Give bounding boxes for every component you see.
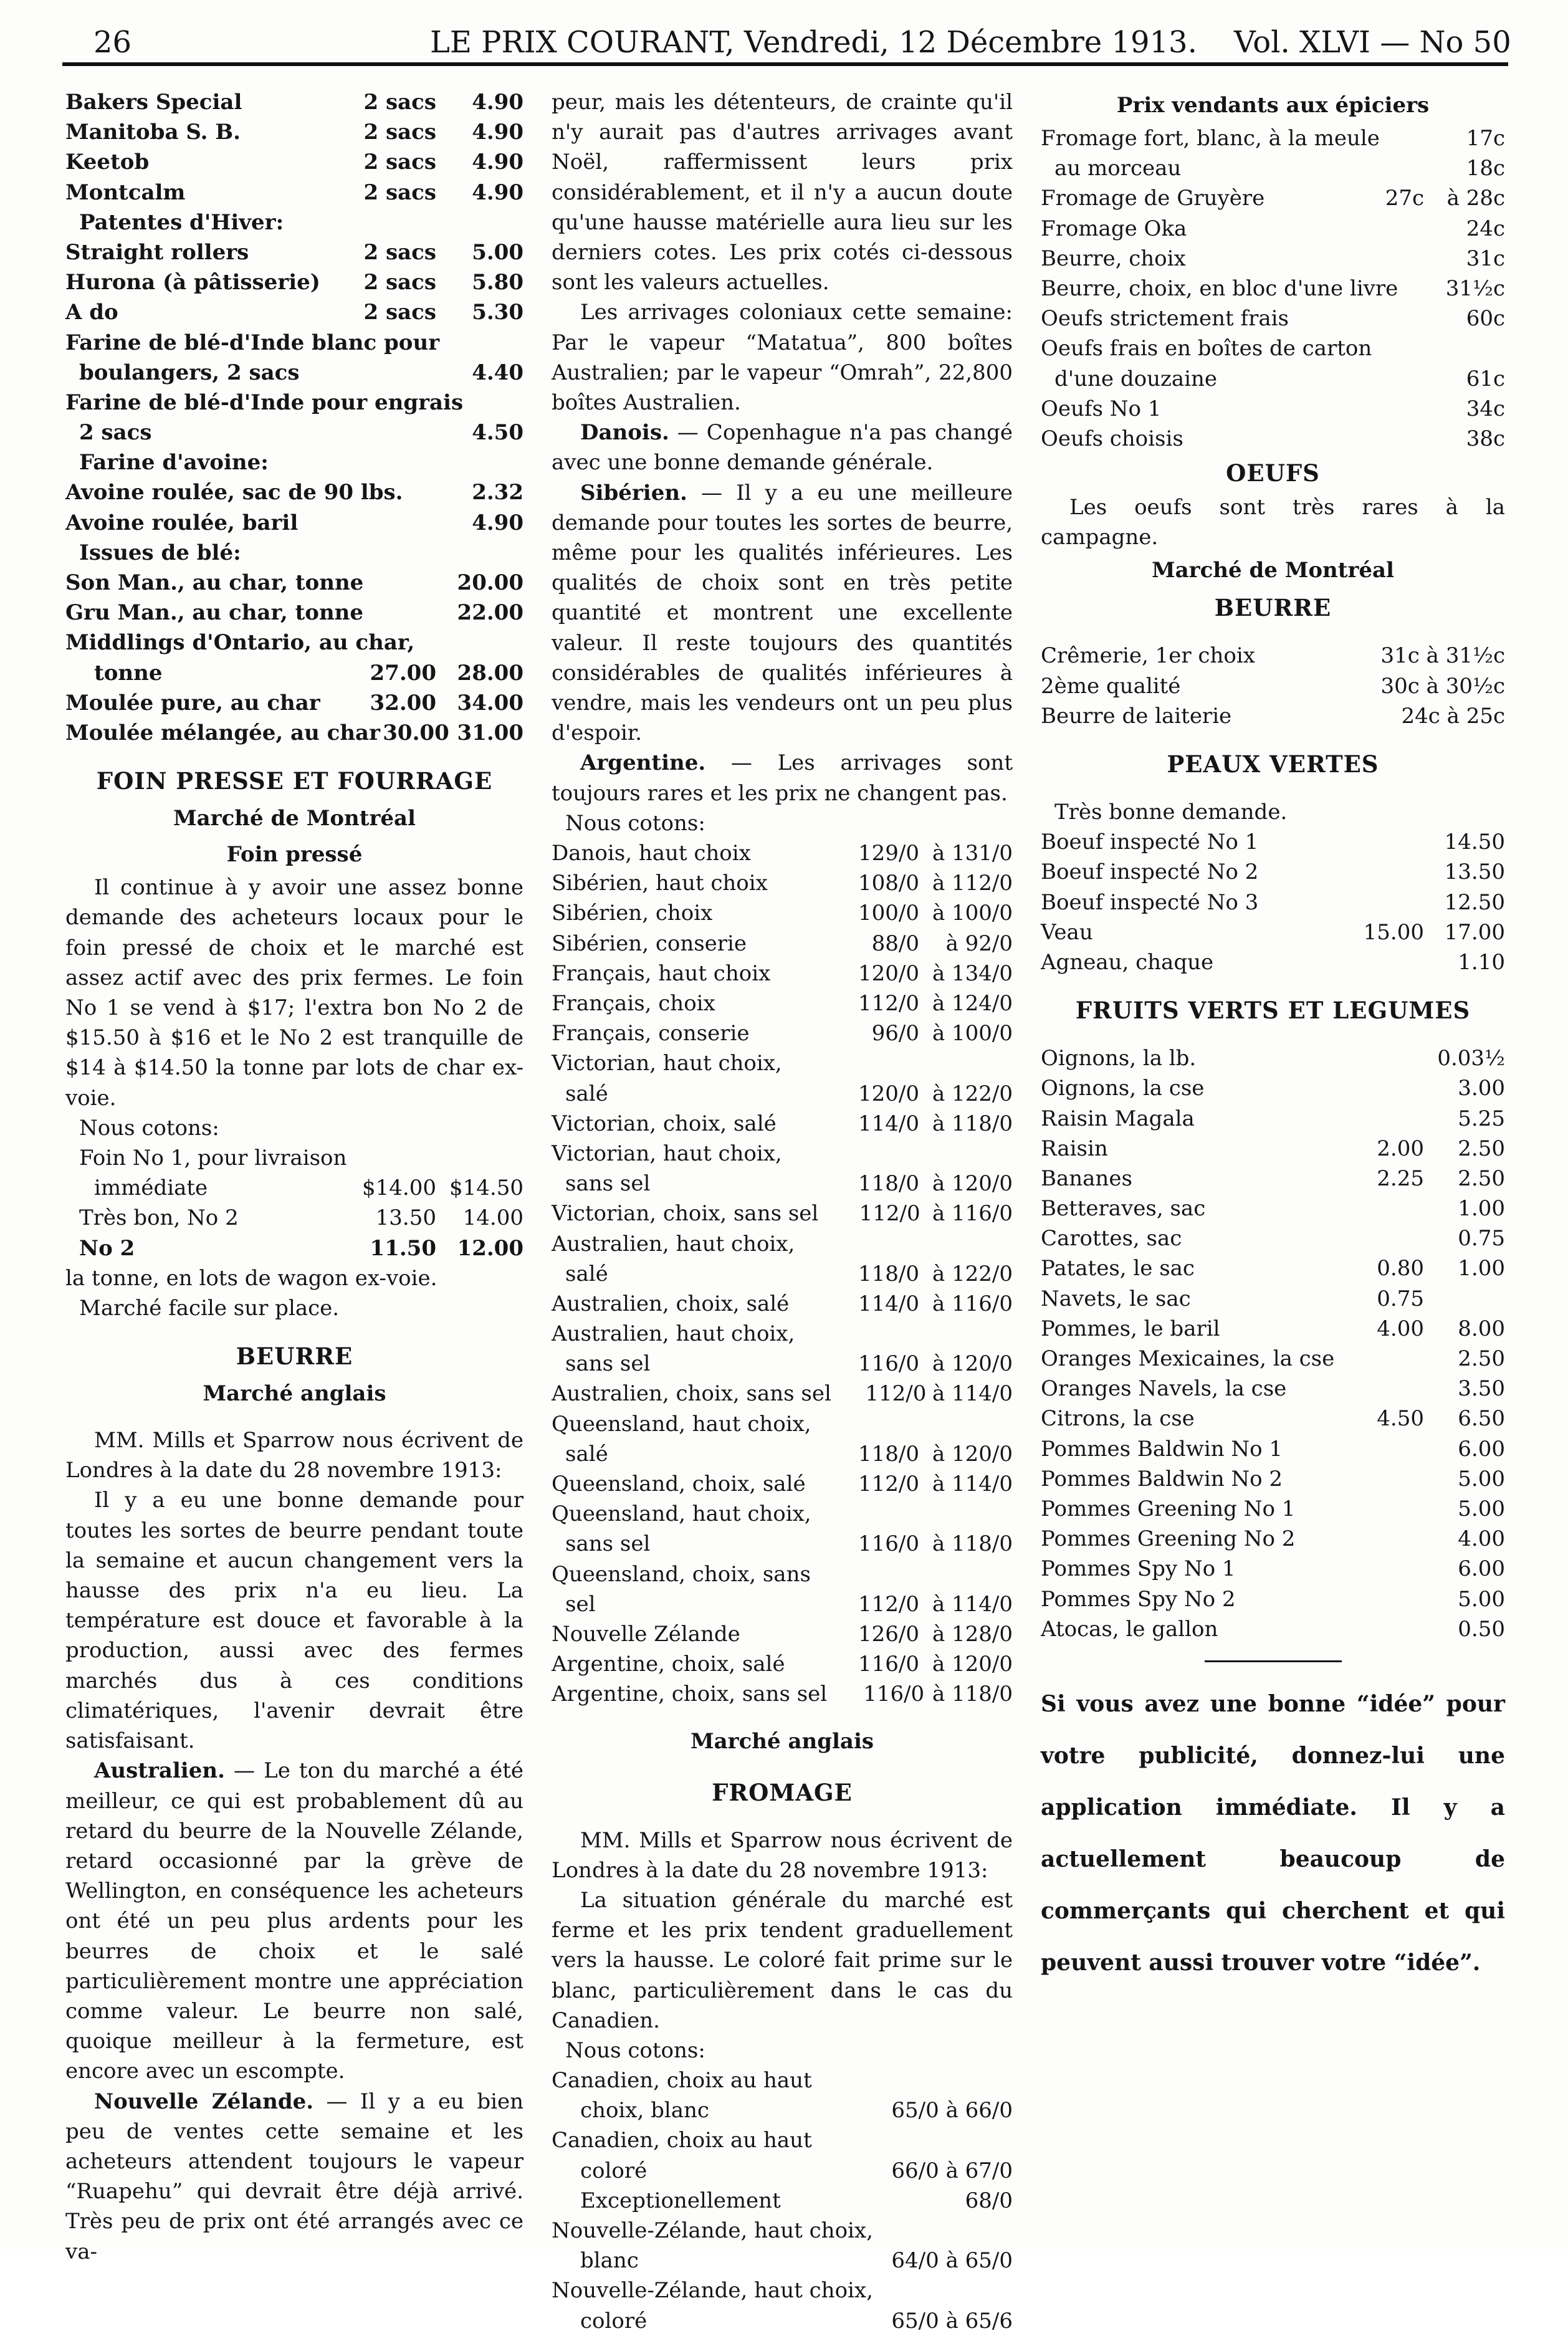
issues-list: [65, 568, 523, 628]
montreal-market: Marché de Montréal: [1152, 558, 1394, 583]
fromage-paragraph-2: La situation générale du marché est ferme et les prix tendent graduellement vers la hausse. Le coloré fait prime sur le blanc, particulièrement dans le cas du Canadien.: [552, 1887, 1013, 2033]
siberien-paragraph: Sibérien. — Il y a eu une meilleure demande pour toutes les sortes de beurre, même pour les qualités inférieures. Les qualités de choix sont en très petite quantité et montrent une excellente valeur. Il reste toujours des quantités considérables de qualités inférieures à vendre, mais les vendeurs ont un peu plus d'espoir.: [552, 480, 1013, 746]
fruit-row: Betteraves, sac 1.00: [1041, 1196, 1505, 1222]
beurre-heading: BEURRE: [236, 1343, 353, 1371]
patentes-row: A do 2 sacs 5.30: [65, 300, 523, 325]
foin-no1-line: Foin No 1, pour livraison: [79, 1145, 347, 1170]
peaux-row: Boeuf inspecté No 1 14.50: [1041, 830, 1505, 855]
flour-row: Manitoba S. B. 2 sacs 4.90: [65, 120, 523, 145]
issues-row: Son Man., au char, tonne 20.00: [65, 570, 523, 595]
moulees-list: [65, 688, 523, 748]
cheese-price-row: coloré 65/0 à 65/6: [580, 2308, 1013, 2334]
cheese-price-row: coloré 66/0 à 67/0: [580, 2158, 1013, 2183]
epiciers-list: [1041, 214, 1505, 334]
fromage-heading: FROMAGE: [712, 1778, 853, 1806]
issues-row: Gru Man., au char, tonne 22.00: [65, 600, 523, 626]
australien-paragraph: Australien. — Le ton du marché a été meilleur, ce qui est probablement dû au retard du beurre de la Nouvelle Zélande, retard occasionné par la grève de Wellington, en conséquence les acheteurs ont été un peu plus ardents pour les beurres de choix et le salé particulièrement montre une appréciation comme valeur. Le beurre non salé, quoique meilleur à la fermeture, est encore avec un escompte.: [65, 1758, 523, 2084]
cheese-price-row: choix, blanc 65/0 à 66/0: [580, 2098, 1013, 2123]
cheese-price-label-row: Nouvelle-Zélande, haut choix,: [552, 2218, 873, 2244]
epiciers-row: Oeufs strictement frais 60c: [1041, 306, 1505, 332]
fruit-row: Carottes, sac 0.75: [1041, 1226, 1505, 1252]
cotons-label: Nous cotons:: [565, 810, 705, 836]
patentes-list: [65, 237, 523, 328]
peaux-demand: Très bonne demande.: [1054, 800, 1288, 825]
fruit-row: Navets, le sac 0.75: [1041, 1286, 1424, 1311]
epiciers-row: Fromage Oka 24c: [1041, 216, 1505, 241]
butter-price-row: Australien, choix, sans sel 112/0 à 114/0: [552, 1381, 1013, 1407]
avoine-row: Avoine roulée, sac de 90 lbs. 2.32: [65, 480, 523, 505]
butter-price-row: Argentine, choix, salé 116/0 à 120/0: [552, 1652, 1013, 1677]
cotons-label: Nous cotons:: [79, 1115, 219, 1141]
butter-price-row: salé 118/0 à 122/0: [565, 1261, 1013, 1286]
engrais-line: Farine de blé-d'Inde pour engrais: [65, 390, 464, 415]
fruit-row: Patates, le sac 0.80 1.00: [1041, 1256, 1505, 1281]
foin-paragraph: Il continue à y avoir une assez bonne demande des acheteurs locaux pour le foin pressé de choix et le marché est assez actif avec des prix fermes. Le foin No 1 se vend à $17; l'extra bon No 2 de $15.50 à $16 et le No 2 est tranquille de $14 à $14.50 la tonne par lots de char ex-voie.: [65, 875, 523, 1111]
butter-price-row: Victorian, choix, sans sel 112/0 à 116/0: [552, 1201, 1013, 1227]
peaux-row: Boeuf inspecté No 3 12.50: [1041, 889, 1505, 915]
cheese-price-label-row: Canadien, choix au haut: [552, 2128, 812, 2153]
column-3: [1041, 87, 1505, 1989]
fruit-row: Oignons, la lb. 0.03½: [1041, 1046, 1505, 1071]
fruit-row: Raisin Magala 5.25: [1041, 1106, 1505, 1131]
fruit-row: Oranges Mexicaines, la cse 2.50: [1041, 1346, 1505, 1372]
continued-paragraph: peur, mais les détenteurs, de crainte qu'il n'y aurait pas d'autres arrivages avant Noël, raffermissent leurs prix considérablement, et il n'y a aucun doute qu'une hausse matérielle aura lieu sur les derniers cotes. Les prix cotés ci-dessous sont les valeurs actuelles.: [552, 90, 1013, 295]
butter-price-list-2: [552, 1048, 1013, 1709]
peaux-list: [1041, 827, 1505, 977]
foin-subheading: Foin pressé: [226, 842, 363, 868]
fromage-paragraph-1: MM. Mills et Sparrow nous écrivent de Londres à la date du 28 novembre 1913:: [552, 1827, 1013, 1883]
fruit-row: Oignons, la cse 3.00: [1041, 1076, 1505, 1101]
butter-price-row: Français, haut choix 120/0 à 134/0: [552, 960, 1013, 986]
beurre-price-row: Beurre de laiterie 24c à 25c: [1041, 703, 1505, 729]
fruit-row: Pommes Spy No 1 6.00: [1041, 1556, 1505, 1582]
beurre-paragraph-2: Il y a eu une bonne demande pour toutes les sortes de beurre pendant toute la semaine et aucun changement vers la hausse des prix n'a eu lieu. La température est douce et favorable à la production, aussi avec des fermes marchés dus à ces conditions climatériques, l'avenir devrait être satisfaisant.: [65, 1488, 523, 1754]
fruits-heading: FRUITS VERTS ET LEGUMES: [1075, 997, 1471, 1025]
fruit-row: Pommes Baldwin No 1 6.00: [1041, 1436, 1505, 1462]
middlings-line-2: tonne 27.00 28.00: [94, 660, 523, 686]
newspaper-title: LE PRIX COURANT, Vendredi, 12 Décembre 1913.: [430, 25, 1197, 60]
volume-number: Vol. XLVI — No 50: [1234, 25, 1511, 60]
butter-price-row: Nouvelle Zélande 126/0 à 128/0: [552, 1621, 1013, 1647]
flour-row: Montcalm 2 sacs 4.90: [65, 180, 523, 205]
fruit-row: Pommes, le baril 4.00 8.00: [1041, 1316, 1505, 1341]
mais-line-2: boulangers, 2 sacs 4.40: [79, 360, 523, 385]
peaux-row: Veau 15.00 17.00: [1041, 919, 1505, 945]
flour-row: Bakers Special 2 sacs 4.90: [65, 90, 523, 115]
oeufs-boites-row-2: d'une douzaine 61c: [1054, 366, 1505, 391]
butter-price-row: Queensland, choix, salé 112/0 à 114/0: [552, 1472, 1013, 1496]
marche-anglais-heading: Marché anglais: [691, 1728, 874, 1754]
butter-price-row: Sibérien, choix 100/0 à 100/0: [552, 901, 1013, 926]
advertisement-notice: Si vous avez une bonne “idée” pour votre publicité, donnez-lui une application immédiate. Il y a actuellement beaucoup de commerçants qui cherchent et qui peuvent aussi trouver votre “idée”.: [1041, 1690, 1505, 1976]
butter-price-row: sans sel 118/0 à 120/0: [565, 1171, 1013, 1197]
butter-price-row: sans sel 116/0 à 120/0: [565, 1351, 1013, 1377]
butter-price-label-row: Queensland, haut choix,: [552, 1501, 811, 1527]
arrivages-paragraph: Les arrivages coloniaux cette semaine: Par le vapeur “Matatua”, 800 boîtes Australien; par le vapeur “Omrah”, 22,800 boîtes Australien.: [552, 300, 1013, 416]
fromage-fort-row: Fromage fort, blanc, à la meule 17c: [1041, 126, 1505, 151]
fruit-row: Raisin 2.00 2.50: [1041, 1136, 1505, 1161]
peaux-heading: PEAUX VERTES: [1167, 750, 1379, 778]
mais-line: Farine de blé-d'Inde blanc pour: [65, 330, 440, 355]
avoine-list: [65, 477, 523, 537]
butter-price-label-row: Queensland, choix, sans: [552, 1561, 811, 1587]
fruit-row: Atocas, le gallon 0.50: [1041, 1616, 1505, 1642]
fruit-row: Pommes Greening No 2 4.00: [1041, 1526, 1505, 1552]
section-divider: [1205, 1660, 1342, 1662]
beurre-price-row: Crêmerie, 1er choix 31c à 31½c: [1041, 643, 1505, 669]
column-1: [65, 87, 523, 2267]
butter-price-row: Français, conserie 96/0 à 100/0: [552, 1021, 1013, 1046]
no2-row: No 2 11.50 12.00: [79, 1235, 523, 1261]
butter-price-label-row: Victorian, haut choix,: [552, 1051, 782, 1076]
patentes-row: Hurona (à pâtisserie) 2 sacs 5.80: [65, 270, 523, 295]
header-rule: [62, 62, 1508, 66]
tonne-note: la tonne, en lots de wagon ex-voie.: [65, 1265, 437, 1291]
patentes-heading: Patentes d'Hiver:: [79, 209, 284, 235]
danois-paragraph: Danois. — Copenhague n'a pas changé avec une bonne demande générale.: [552, 420, 1013, 476]
oeufs-choisis-row: Oeufs choisis 38c: [1041, 426, 1505, 451]
fromage-morceau-row: au morceau 18c: [1054, 156, 1505, 181]
butter-price-label-row: Australien, haut choix,: [552, 1231, 795, 1257]
cheese-price-list: [552, 2066, 1013, 2336]
foin-heading: FOIN PRESSE ET FOURRAGE: [96, 767, 493, 795]
oeufs-heading: OEUFS: [1226, 459, 1320, 487]
butter-price-row: Australien, choix, salé 114/0 à 116/0: [552, 1291, 1013, 1316]
foin-no1-line-2: immédiate $14.00 $14.50: [94, 1175, 523, 1201]
butter-price-row: salé 120/0 à 122/0: [565, 1081, 1013, 1106]
beurre-market: Marché anglais: [203, 1381, 386, 1407]
flour-row: Keetob 2 sacs 4.90: [65, 150, 523, 175]
moulee-row: Moulée mélangée, au char 30.00 31.00: [65, 720, 523, 745]
page-header: [62, 19, 1511, 62]
tres-bon-row: Très bon, No 2 13.50 14.00: [79, 1205, 523, 1231]
butter-price-row: sel 112/0 à 114/0: [565, 1591, 1013, 1617]
butter-price-list: [552, 838, 1013, 1048]
butter-price-label-row: Australien, haut choix,: [552, 1321, 795, 1347]
cheese-price-label-row: Canadien, choix au haut: [552, 2068, 812, 2094]
middlings-line: Middlings d'Ontario, au char,: [65, 630, 415, 656]
fruit-row: Pommes Spy No 2 5.00: [1041, 1586, 1505, 1612]
fruit-row: Bananes 2.25 2.50: [1041, 1166, 1505, 1191]
cotons-label-2: Nous cotons:: [565, 2037, 705, 2063]
engrais-line-2: 2 sacs 4.50: [79, 420, 523, 446]
butter-price-row: Français, choix 112/0 à 124/0: [552, 991, 1013, 1016]
peaux-row: Agneau, chaque 1.10: [1041, 949, 1505, 975]
nz-paragraph: Nouvelle Zélande. — Il y a eu bien peu de ventes cette semaine et les acheteurs attendent toujours le vapeur “Ruapehu” qui devrait être déjà arrivé. Très peu de prix ont été arrangés avec ce va-: [65, 2089, 523, 2264]
butter-price-row: salé 118/0 à 120/0: [565, 1441, 1013, 1467]
butter-price-row: Argentine, choix, sans sel 116/0 à 118/0: [552, 1682, 1013, 1707]
fruit-row: Pommes Baldwin No 2 5.00: [1041, 1466, 1505, 1491]
epiciers-row: Beurre, choix 31c: [1041, 246, 1505, 271]
oeufs-no1-row: Oeufs No 1 34c: [1041, 396, 1505, 421]
fruit-row: Citrons, la cse 4.50 6.50: [1041, 1406, 1505, 1432]
avoine-row: Avoine roulée, baril 4.90: [65, 510, 523, 535]
cheese-price-label-row: Nouvelle-Zélande, haut choix,: [552, 2278, 873, 2304]
avoine-heading: Farine d'avoine:: [79, 450, 269, 476]
cheese-price-row: blanc 64/0 à 65/0: [580, 2248, 1013, 2274]
gruyere-row: Fromage de Gruyère 27c à 28c: [1041, 186, 1505, 211]
butter-price-row: Sibérien, conserie 88/0 à 92/0: [552, 931, 1013, 956]
oeufs-boites-row: Oeufs frais en boîtes de carton: [1041, 336, 1372, 361]
flour-list: [65, 87, 523, 208]
fruits-list: [1041, 1043, 1505, 1644]
argentine-paragraph: Argentine. — Les arrivages sont toujours rares et les prix ne changent pas.: [552, 750, 1013, 806]
beurre-paragraph-1: MM. Mills et Sparrow nous écrivent de Londres à la date du 28 novembre 1913:: [65, 1428, 523, 1483]
cheese-price-row: Exceptionellement 68/0: [580, 2188, 1013, 2213]
foin-market: Marché de Montréal: [173, 806, 416, 831]
beurre-price-row: 2ème qualité 30c à 30½c: [1041, 673, 1505, 699]
butter-price-row: Sibérien, haut choix 108/0 à 112/0: [552, 871, 1013, 896]
issues-heading: Issues de blé:: [79, 540, 241, 565]
patentes-row: Straight rollers 2 sacs 5.00: [65, 239, 523, 265]
marche-facile: Marché facile sur place.: [79, 1295, 340, 1321]
beurre-price-list: [1041, 641, 1505, 731]
epiciers-heading: Prix vendants aux épiciers: [1116, 93, 1430, 118]
butter-price-row: Danois, haut choix 129/0 à 131/0: [552, 841, 1013, 866]
beurre-heading-3: BEURRE: [1214, 594, 1332, 622]
column-2: [552, 87, 1013, 2336]
butter-price-row: sans sel 116/0 à 118/0: [565, 1531, 1013, 1557]
butter-price-label-row: Victorian, haut choix,: [552, 1141, 782, 1166]
fruit-row: Oranges Navels, la cse 3.50: [1041, 1376, 1505, 1402]
oeufs-paragraph: Les oeufs sont très rares à la campagne.: [1041, 495, 1505, 550]
moulee-row: Moulée pure, au char 32.00 34.00: [65, 690, 523, 716]
epiciers-row: Beurre, choix, en bloc d'une livre 31½c: [1041, 275, 1505, 301]
butter-price-label-row: Queensland, haut choix,: [552, 1411, 811, 1437]
butter-price-row: Victorian, choix, salé 114/0 à 118/0: [552, 1111, 1013, 1136]
fruit-row: Pommes Greening No 1 5.00: [1041, 1496, 1505, 1521]
peaux-row: Boeuf inspecté No 2 13.50: [1041, 859, 1505, 885]
page-number: 26: [93, 25, 132, 60]
